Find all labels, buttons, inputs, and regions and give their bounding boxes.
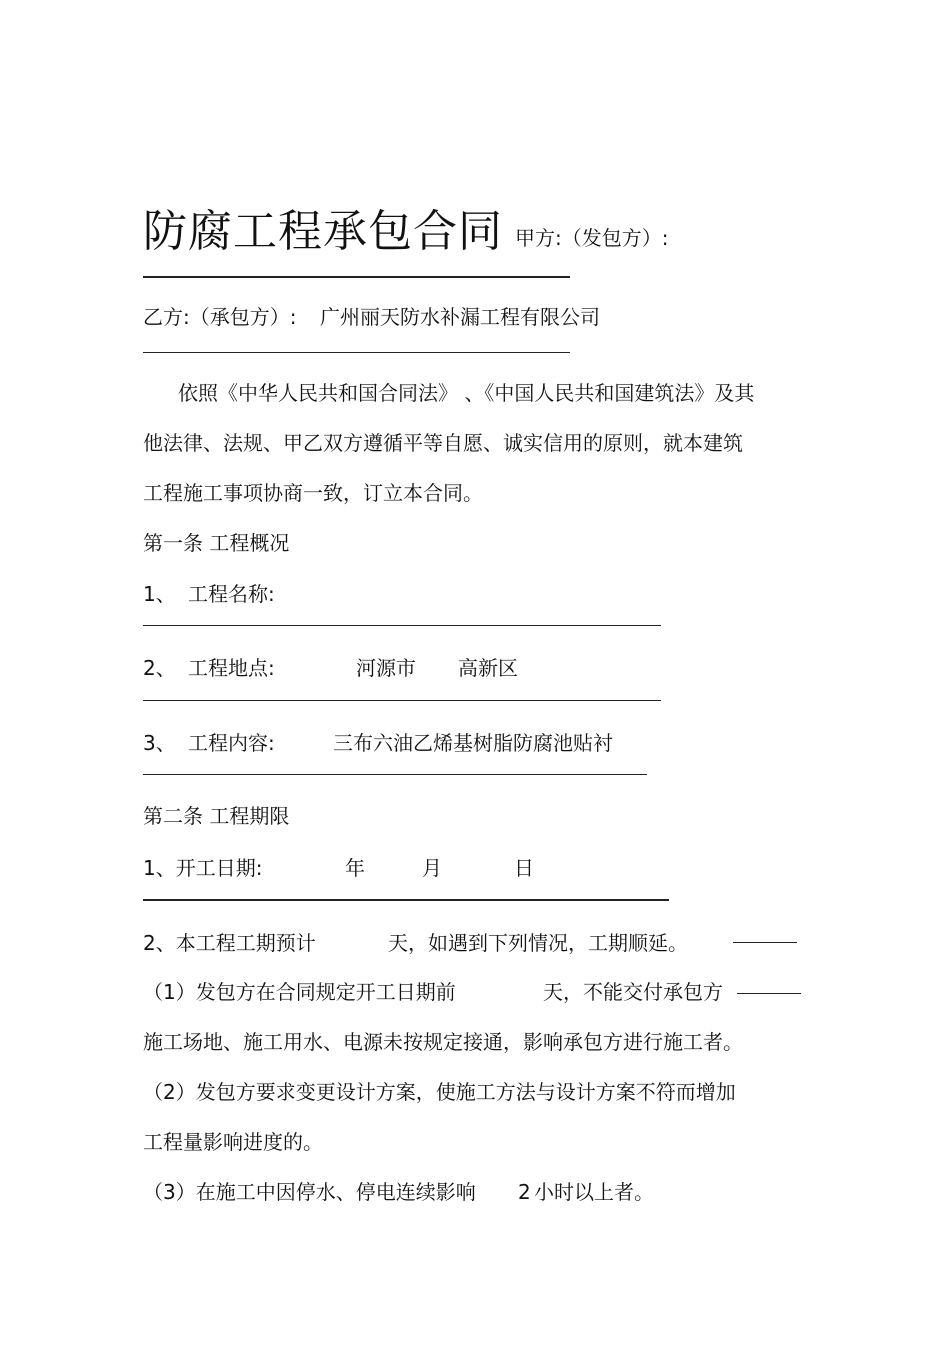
- condition-1-blank-line: [737, 993, 801, 994]
- start-date-year: 年: [345, 856, 365, 880]
- start-date-month: 月: [422, 856, 442, 880]
- condition-3-text-b: 小时以上者。: [534, 1180, 654, 1204]
- item-2-value-city: 河源市: [356, 656, 416, 680]
- condition-1-text-c: 施工场地、施工用水、电源未按规定接通，影响承包方进行施工者。: [143, 1030, 743, 1054]
- duration-text-a: 2、本工程工期预计: [143, 931, 316, 955]
- start-date-day: 日: [514, 856, 534, 880]
- preamble-line-1: 依照《中华人民共和国合同法》 、《中国人民共和国建筑法》及其: [178, 381, 755, 405]
- condition-3-hours: 2: [518, 1180, 531, 1204]
- condition-2-text-b: 工程量影响进度的。: [143, 1130, 323, 1154]
- duration-blank-line: [733, 942, 797, 943]
- start-date-label: 1、开工日期:: [143, 856, 263, 880]
- preamble-line-3: 工程施工事项协商一致，订立本合同。: [143, 481, 483, 505]
- item-3-label: 工程内容:: [188, 731, 275, 755]
- item-2-num: 2、: [143, 656, 176, 680]
- article-2-heading: 第二条 工程期限: [143, 804, 290, 828]
- item-2-label: 工程地点:: [188, 656, 275, 680]
- duration-text-b: 天，如遇到下列情况，工期顺延。: [388, 931, 688, 955]
- start-date-underline: [143, 899, 669, 901]
- item-1-underline: [143, 625, 661, 626]
- item-1-num: 1、: [143, 582, 176, 606]
- item-3-num: 3、: [143, 731, 176, 755]
- item-2-value-district: 高新区: [458, 656, 518, 680]
- item-3-value: 三布六油乙烯基树脂防腐池贴衬: [333, 731, 613, 755]
- condition-1-text-a: （1）发包方在合同规定开工日期前: [143, 980, 456, 1004]
- preamble-line-2: 他法律、法规、甲乙双方遵循平等自愿、诚实信用的原则，就本建筑: [143, 431, 743, 455]
- party-b-label: 乙方:（承包方）:: [143, 305, 297, 329]
- item-3-underline: [143, 774, 647, 775]
- contract-title: 防腐工程承包合同: [143, 206, 503, 257]
- party-a-label: 甲方:（发包方）:: [515, 226, 669, 250]
- condition-2-text-a: （2）发包方要求变更设计方案，使施工方法与设计方案不符而增加: [143, 1080, 736, 1104]
- condition-3-text-a: （3）在施工中因停水、停电连续影响: [143, 1180, 476, 1204]
- article-1-heading: 第一条 工程概况: [143, 531, 290, 555]
- party-a-underline: [143, 276, 570, 278]
- item-2-underline: [143, 700, 661, 701]
- party-b-underline: [143, 352, 570, 353]
- condition-1-text-b: 天，不能交付承包方: [543, 980, 723, 1004]
- item-1-label: 工程名称:: [188, 582, 275, 606]
- party-b-name: 广州丽天防水补漏工程有限公司: [320, 305, 600, 329]
